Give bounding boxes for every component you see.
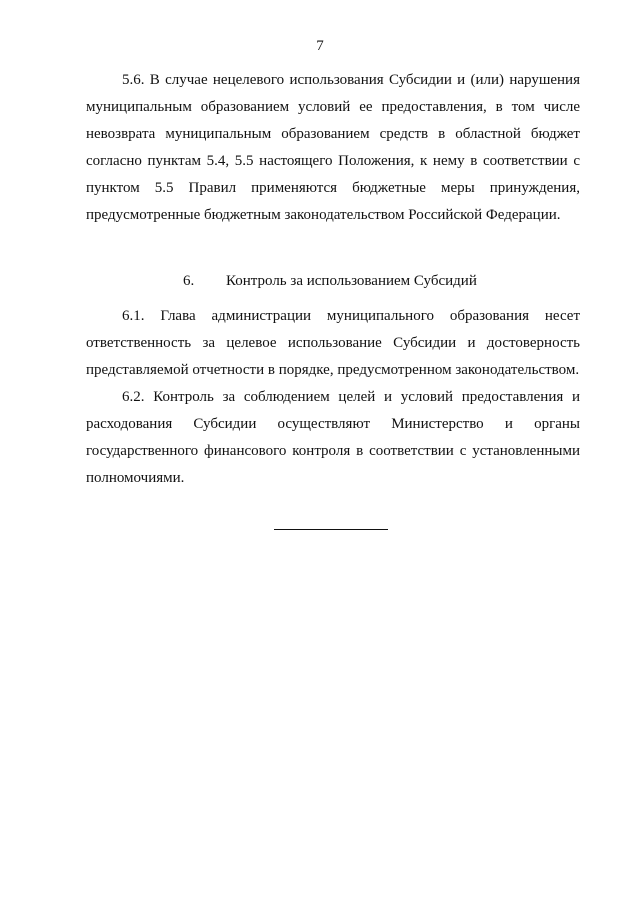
paragraph-6-1: 6.1. Глава администрации муниципального образования несет ответственность за целевое использование Субсидии и достоверность представляемой отчетности в порядке, предусмотренном законодательством. — [86, 308, 580, 378]
text-block-section-6 — [86, 303, 580, 492]
page-number: 7 — [316, 38, 324, 54]
end-divider-line — [274, 529, 388, 530]
paragraph-6-2: 6.2. Контроль за соблюдением целей и условий предоставления и расходования Субсидии осуществляют Министерство и органы государственного финансового контроля в соответствии с установленными полномочиями. — [86, 389, 580, 486]
section-number: 6. — [183, 273, 195, 289]
paragraph-5-6: 5.6. В случае нецелевого использования Субсидии и (или) нарушения муниципальным образованием условий ее предоставления, в том числе невозврата муниципальным образованием средств в областной бюджет согласно пунктам 5.4, 5.5 настоящего Положения, к нему в соответствии с пунктом 5.5 Правил применяются бюджетные меры принуждения, предусмотренные бюджетным законодательством Российской Федерации. — [86, 72, 580, 223]
section-title: Контроль за использованием Субсидий — [226, 273, 477, 289]
text-block-clause-5-6 — [86, 67, 580, 229]
